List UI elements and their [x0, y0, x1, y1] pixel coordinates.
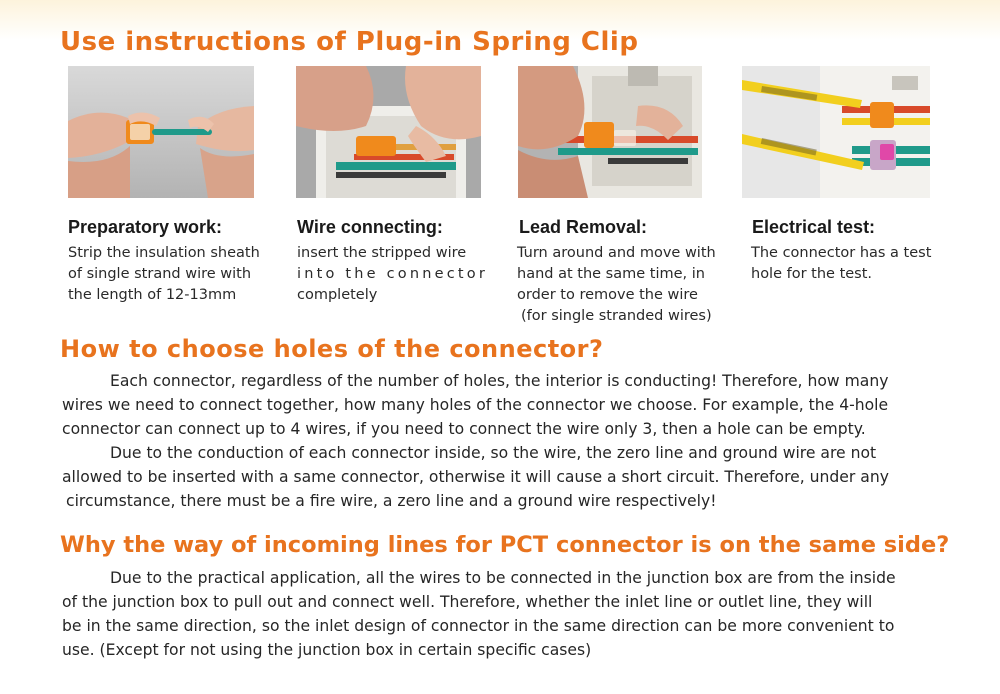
step-line: into the connector	[297, 266, 489, 282]
inserting-wire-into-connector-photo	[296, 66, 481, 198]
section-title-use-instructions: Use instructions of Plug-in Spring Clip	[60, 27, 639, 57]
step-line: hand at the same time, in	[517, 266, 705, 282]
step-title-wire-connecting: Wire connecting:	[297, 217, 443, 237]
section-title-choose-holes: How to choose holes of the connector?	[60, 335, 604, 363]
paragraph-line: connector can connect up to 4 wires, if you need to connect the wire only 3, then a hole can be empty.	[62, 420, 866, 438]
paragraph-line: Due to the practical application, all the wires to be connected in the junction box are from the inside	[110, 569, 896, 587]
step-line: Turn around and move with	[517, 245, 716, 261]
section-title-incoming-lines: Why the way of incoming lines for PCT connector is on the same side?	[60, 532, 950, 558]
paragraph-line: use. (Except for not using the junction box in certain specific cases)	[62, 641, 592, 659]
step-title-lead-removal: Lead Removal:	[519, 217, 648, 237]
paragraph-line: be in the same direction, so the inlet design of connector in the same direction can be more convenient to	[62, 617, 895, 635]
paragraph-line: Each connector, regardless of the number of holes, the interior is conducting! Therefore, how many	[110, 372, 889, 390]
paragraph-line: wires we need to connect together, how many holes of the connector we choose. For example, the 4-hole	[62, 396, 889, 414]
step-title-electrical-test: Electrical test:	[752, 217, 876, 237]
step-title-preparatory-work: Preparatory work:	[68, 217, 223, 237]
step-line: The connector has a test	[751, 245, 932, 261]
step-line: insert the stripped wire	[297, 245, 467, 261]
step-line: the length of 12-13mm	[68, 287, 237, 303]
step-text-preparatory-work	[68, 243, 260, 306]
step-line: completely	[297, 287, 378, 303]
step-line: hole for the test.	[751, 266, 873, 282]
hands-stripping-wire-photo	[68, 66, 254, 198]
step-line: Strip the insulation sheath	[68, 245, 260, 261]
section-body-choose-holes	[62, 369, 992, 513]
step-text-electrical-test	[751, 243, 931, 285]
paragraph-line: of the junction box to pull out and connect well. Therefore, whether the inlet line or outlet line, they will	[62, 593, 873, 611]
removing-wire-photo	[518, 66, 702, 198]
step-line: (for single stranded wires)	[521, 308, 712, 324]
paragraph-line: Due to the conduction of each connector inside, so the wire, the zero line and ground wire are not	[110, 444, 877, 462]
step-text-wire-connecting	[297, 243, 488, 306]
step-text-lead-removal	[517, 243, 716, 327]
paragraph-line: circumstance, there must be a fire wire, a zero line and a ground wire respectively!	[66, 492, 717, 510]
paragraph-line: allowed to be inserted with a same connector, otherwise it will cause a short circuit. Therefore, under any	[62, 468, 889, 486]
test-pen-photo	[742, 66, 930, 198]
section-body-incoming-lines	[62, 566, 992, 662]
step-line: of single strand wire with	[68, 266, 252, 282]
step-line: order to remove the wire	[517, 287, 698, 303]
